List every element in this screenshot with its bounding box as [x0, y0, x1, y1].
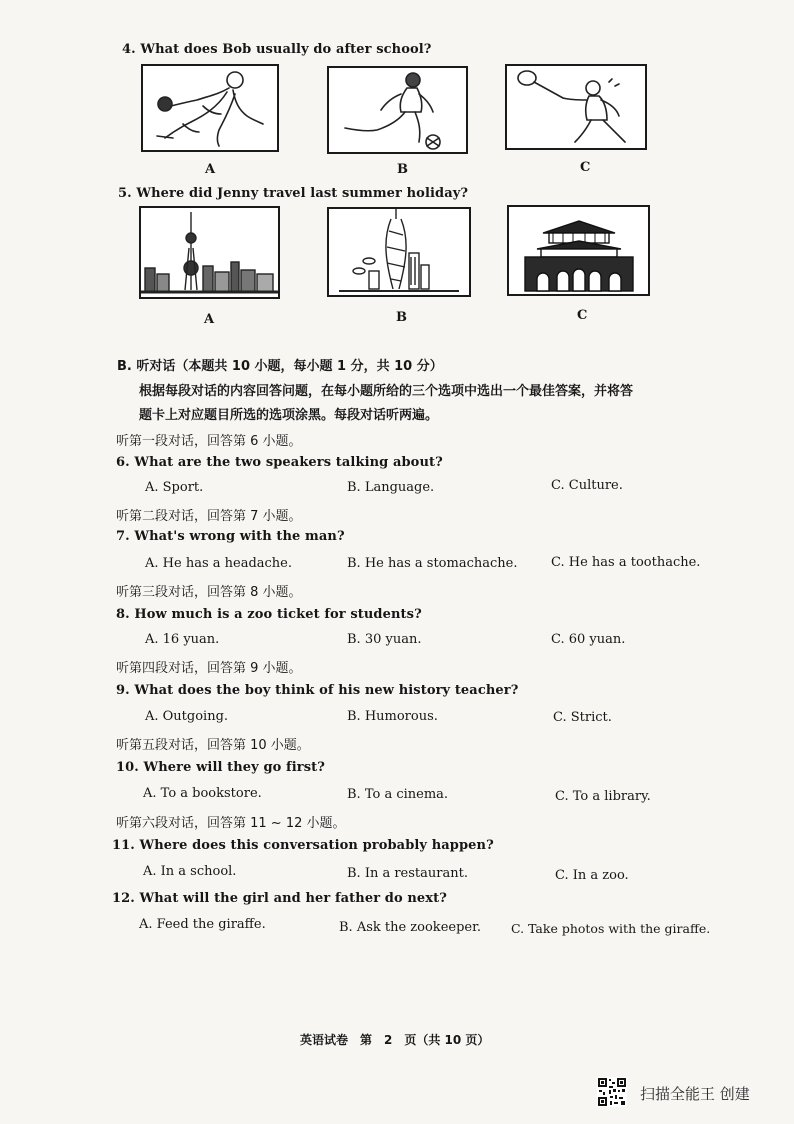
- dialogue-intro-4: 听第四段对话，回答第 9 小题。: [116, 661, 302, 676]
- question-10: 10. Where will they go first?: [116, 760, 325, 775]
- q6-option-c: C. Culture.: [551, 478, 623, 493]
- qr-code-icon: [597, 1077, 627, 1107]
- q12-option-c: C. Take photos with the giraffe.: [511, 921, 711, 936]
- question-11: 11. Where does this conversation probably happen?: [112, 838, 494, 853]
- q6-option-a: A. Sport.: [145, 480, 204, 495]
- q5-picture-c: [507, 205, 650, 296]
- q12-option-b: B. Ask the zookeeper.: [339, 920, 482, 935]
- q12-option-a: A. Feed the giraffe.: [139, 917, 266, 932]
- q4-label-a: A: [205, 162, 216, 177]
- q9-option-a: A. Outgoing.: [145, 709, 229, 724]
- q10-option-b: B. To a cinema.: [347, 787, 449, 802]
- q10-option-a: A. To a bookstore.: [143, 786, 262, 801]
- q8-option-c: C. 60 yuan.: [551, 632, 626, 647]
- section-b-instruction-2: 题卡上对应题目所选的选项涂黑。每段对话听两遍。: [139, 408, 439, 423]
- shanghai-skyline-icon: [141, 208, 278, 297]
- question-8: 8. How much is a zoo ticket for students?: [116, 607, 422, 622]
- q4-picture-a: [141, 64, 279, 152]
- dialogue-intro-3: 听第三段对话，回答第 8 小题。: [116, 585, 302, 600]
- q4-picture-c: [505, 64, 647, 150]
- q5-label-b: B: [396, 310, 407, 325]
- badminton-player-icon: [507, 66, 645, 148]
- section-b-heading: B. 听对话（本题共 10 小题，每小题 1 分，共 10 分）: [117, 359, 443, 374]
- q11-option-c: C. In a zoo.: [555, 868, 629, 883]
- question-6: 6. What are the two speakers talking about?: [116, 455, 443, 470]
- q9-option-c: C. Strict.: [553, 710, 612, 725]
- q7-option-a: A. He has a headache.: [145, 556, 292, 571]
- question-7: 7. What's wrong with the man?: [116, 529, 345, 544]
- soccer-player-icon: [329, 68, 466, 152]
- dialogue-intro-2: 听第二段对话，回答第 7 小题。: [116, 509, 302, 524]
- question-5: 5. Where did Jenny travel last summer holiday?: [118, 186, 469, 201]
- q10-option-c: C. To a library.: [555, 789, 651, 804]
- section-b-instruction-1: 根据每段对话的内容回答问题，在每小题所给的三个选项中选出一个最佳答案，并将答: [139, 384, 634, 399]
- q4-picture-b: [327, 66, 468, 154]
- page-footer: 英语试卷 第 2 页（共 10 页）: [300, 1033, 490, 1047]
- q7-option-b: B. He has a stomachache.: [347, 556, 518, 571]
- q11-option-b: B. In a restaurant.: [347, 866, 468, 881]
- q4-label-c: C: [580, 160, 591, 175]
- q8-option-b: B. 30 yuan.: [347, 632, 422, 647]
- dialogue-intro-5: 听第五段对话，回答第 10 小题。: [116, 738, 310, 753]
- q4-label-b: B: [397, 162, 408, 177]
- basketball-player-icon: [143, 66, 277, 150]
- q11-option-a: A. In a school.: [143, 864, 237, 879]
- q6-option-b: B. Language.: [347, 480, 435, 495]
- dialogue-intro-1: 听第一段对话，回答第 6 小题。: [116, 434, 302, 449]
- scanner-watermark: 扫描全能王 创建: [640, 1085, 750, 1103]
- q8-option-a: A. 16 yuan.: [145, 632, 220, 647]
- dialogue-intro-6: 听第六段对话，回答第 11 ~ 12 小题。: [116, 816, 346, 831]
- question-4: 4. What does Bob usually do after school?: [122, 42, 432, 57]
- q5-picture-b: [327, 207, 471, 297]
- q5-label-a: A: [204, 312, 215, 327]
- guangzhou-tower-icon: [329, 209, 469, 295]
- q5-picture-a: [139, 206, 280, 299]
- q7-option-c: C. He has a toothache.: [551, 555, 701, 570]
- question-9: 9. What does the boy think of his new history teacher?: [116, 683, 519, 698]
- q9-option-b: B. Humorous.: [347, 709, 438, 724]
- question-12: 12. What will the girl and her father do next?: [112, 891, 447, 906]
- q5-label-c: C: [577, 308, 588, 323]
- tiananmen-gate-icon: [509, 207, 648, 294]
